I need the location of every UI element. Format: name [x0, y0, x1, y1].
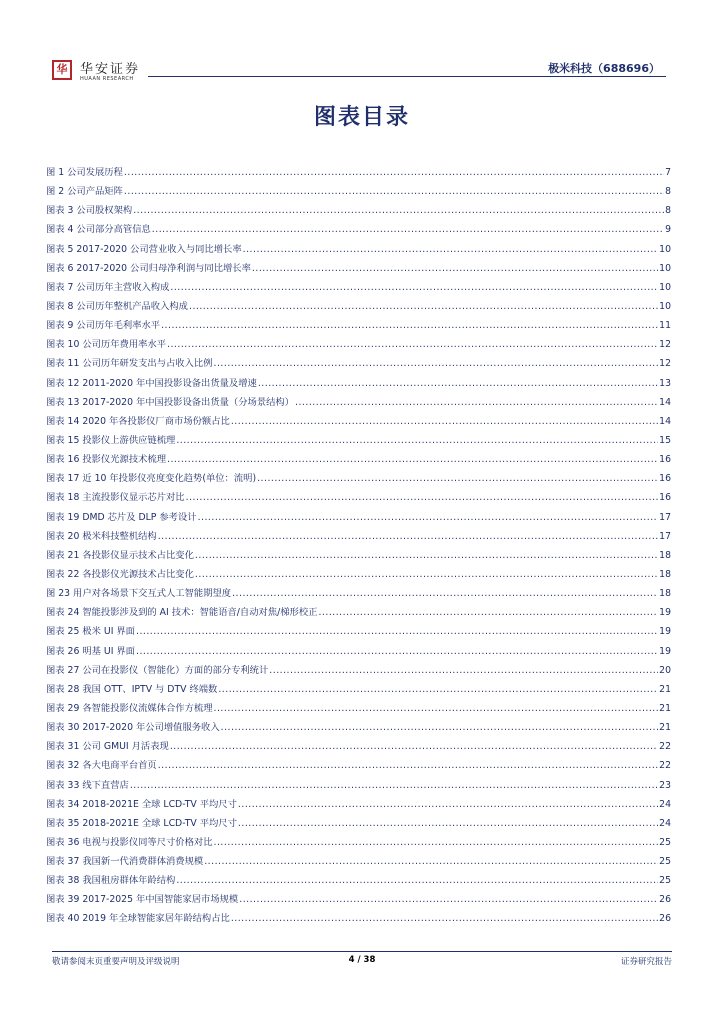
toc-entry-label: 图表 14 2020 年各投影仪厂商市场份额占比: [46, 415, 230, 427]
toc-entry[interactable]: [46, 700, 671, 719]
toc-entry-page: 25: [659, 836, 671, 848]
toc-leader-dots: [186, 492, 659, 503]
toc-entry-label: 图表 18 主流投影仪显示芯片对比: [46, 492, 185, 504]
toc-leader-dots: [231, 913, 658, 924]
toc-leader-dots: [136, 646, 658, 657]
toc-entry-label: 图表 33 线下直营店: [46, 779, 129, 791]
toc-entry-label: 图表 24 智能投影涉及到的 AI 技术：智能语音/自动对焦/梯形校正: [46, 607, 318, 619]
toc-leader-dots: [136, 626, 658, 637]
toc-leader-dots: [204, 856, 658, 867]
toc-entry-label: 图表 29 各智能投影仪流媒体合作方梳理: [46, 702, 213, 714]
toc-leader-dots: [214, 837, 659, 848]
toc-leader-dots: [195, 569, 658, 580]
toc-entry-label: 图 23 用户对各场景下交互式人工智能期望度: [46, 588, 232, 600]
toc-entry-page: 20: [659, 664, 671, 676]
toc-entry[interactable]: [46, 279, 671, 298]
toc-entry[interactable]: [46, 451, 671, 470]
toc-leader-dots: [198, 512, 659, 523]
toc-leader-dots: [161, 320, 658, 331]
toc-entry[interactable]: [46, 241, 671, 260]
toc-entry-page: 7: [665, 167, 671, 178]
toc-entry-page: 10: [659, 281, 671, 293]
toc-entry[interactable]: [46, 777, 671, 796]
toc-leader-dots: [252, 263, 658, 274]
toc-entry-label: 图表 19 DMD 芯片及 DLP 参考设计: [46, 511, 197, 523]
toc-entry-page: 24: [659, 817, 671, 829]
toc-entry-page: 9: [665, 224, 671, 236]
toc-entry-page: 18: [659, 549, 671, 561]
toc-leader-dots: [318, 607, 658, 618]
toc-entry-page: 21: [659, 683, 671, 695]
toc-entry-page: 17: [659, 530, 671, 542]
toc-entry-label: 图表 22 各投影仪光源技术占比变化: [46, 568, 194, 580]
toc-entry-label: 图表 20 极米科技整机结构: [46, 530, 157, 542]
toc-entry-page: 25: [659, 875, 671, 887]
toc-entry-label: 图表 8 公司历年整机产品收入构成: [46, 300, 188, 312]
toc-entry-label: 图表 27 公司在投影仪（智能化）方面的部分专利统计: [46, 664, 269, 676]
toc-leader-dots: [158, 760, 658, 771]
toc-entry-label: 图表 7 公司历年主营收入构成: [46, 281, 170, 293]
toc-entry-label: 图表 34 2018-2021E 全球 LCD-TV 平均尺寸: [46, 798, 237, 810]
toc-leader-dots: [176, 875, 658, 886]
toc-entry-page: 12: [659, 358, 671, 370]
toc-entry[interactable]: [46, 470, 671, 489]
toc-leader-dots: [133, 205, 664, 216]
toc-entry-page: 13: [659, 377, 671, 389]
toc-entry[interactable]: [46, 164, 671, 183]
toc-entry-label: 图表 17 近 10 年投影仪亮度变化趋势(单位：流明): [46, 473, 257, 485]
toc-entry-page: 19: [659, 607, 671, 619]
toc-entry-label: 图表 9 公司历年毛利率水平: [46, 320, 161, 332]
toc-entry[interactable]: [46, 623, 671, 642]
toc-entry-label: 图表 11 公司历年研发支出与占收入比例: [46, 358, 213, 370]
toc-entry-page: 22: [659, 760, 671, 772]
company-logo-icon: 华: [52, 60, 72, 80]
toc-entry[interactable]: [46, 738, 671, 757]
document-header-title: 极米科技（688696）: [548, 62, 660, 75]
toc-entry-label: 图表 21 各投影仪显示技术占比变化: [46, 549, 194, 561]
toc-entry-label: 图 2 公司产品矩阵: [46, 186, 123, 198]
toc-entry-page: 10: [659, 243, 671, 255]
toc-leader-dots: [176, 435, 658, 446]
company-logo-text: 华安证券: [80, 62, 141, 77]
toc-entry[interactable]: [46, 394, 671, 413]
toc-leader-dots: [239, 894, 658, 905]
toc-entry-label: 图表 37 我国新一代消费群体消费规模: [46, 856, 204, 868]
toc-entry-page: 23: [659, 779, 671, 791]
toc-leader-dots: [170, 282, 658, 293]
toc-leader-dots: [295, 397, 658, 408]
toc-entry-label: 图 1 公司发展历程: [46, 167, 123, 178]
toc-entry[interactable]: [46, 298, 671, 317]
toc-entry-page: 16: [659, 473, 671, 485]
toc-entry-label: 图表 31 公司 GMUI 月活表现: [46, 741, 169, 753]
toc-leader-dots: [243, 244, 659, 255]
toc-entry[interactable]: [46, 336, 671, 355]
toc-entry[interactable]: [46, 872, 671, 891]
toc-entry[interactable]: [46, 643, 671, 662]
toc-entry-label: 图表 36 电视与投影仪同等尺寸价格对比: [46, 836, 213, 848]
toc-entry-page: 26: [659, 894, 671, 906]
toc-leader-dots: [238, 799, 658, 810]
toc-entry[interactable]: [46, 585, 671, 604]
toc-entry[interactable]: [46, 183, 671, 202]
toc-entry-label: 图表 3 公司股权架构: [46, 205, 133, 217]
toc-leader-dots: [167, 339, 658, 350]
toc-entry[interactable]: [46, 202, 671, 221]
toc-leader-dots: [269, 665, 658, 676]
toc-leader-dots: [195, 550, 658, 561]
company-logo-subtext: HUAAN RESEARCH: [80, 76, 134, 82]
toc-entry-page: 10: [659, 262, 671, 274]
toc-entry-label: 图表 6 2017-2020 公司归母净利润与同比增长率: [46, 262, 251, 274]
toc-entry-label: 图表 10 公司历年费用率水平: [46, 339, 167, 351]
toc-entry[interactable]: [46, 355, 671, 374]
toc-entry-page: 21: [659, 722, 671, 734]
toc-entry-page: 12: [659, 339, 671, 351]
toc-entry-page: 19: [659, 645, 671, 657]
toc-entry[interactable]: [46, 891, 671, 910]
toc-leader-dots: [257, 473, 658, 484]
toc-entry-label: 图表 40 2019 年全球智能家居年龄结构占比: [46, 913, 230, 925]
toc-entry[interactable]: [46, 757, 671, 776]
toc-entry-page: 14: [659, 415, 671, 427]
toc-entry[interactable]: [46, 528, 671, 547]
toc-entry-label: 图表 25 极米 UI 界面: [46, 626, 135, 638]
toc-entry[interactable]: [46, 796, 671, 815]
toc-entry[interactable]: [46, 375, 671, 394]
toc-entry-page: 16: [659, 492, 671, 504]
toc-entry-label: 图表 16 投影仪光源技术梳理: [46, 454, 167, 466]
toc-entry[interactable]: [46, 260, 671, 279]
toc-entry-page: 15: [659, 434, 671, 446]
toc-leader-dots: [124, 186, 664, 197]
toc-entry-label: 图表 38 我国租房群体年龄结构: [46, 875, 176, 887]
toc-entry-page: 8: [665, 205, 671, 217]
toc-entry-label: 图表 26 明基 UI 界面: [46, 645, 135, 657]
toc-leader-dots: [258, 378, 658, 389]
toc-entry[interactable]: [46, 489, 671, 508]
toc-leader-dots: [152, 224, 664, 235]
page-title: 图表目录: [313, 105, 410, 130]
toc-entry-label: 图表 30 2017-2020 年公司增值服务收入: [46, 722, 220, 734]
toc-entry[interactable]: [46, 834, 671, 853]
toc-leader-dots: [189, 301, 658, 312]
toc-entry-page: 10: [659, 300, 671, 312]
toc-leader-dots: [170, 741, 658, 752]
header-divider: [148, 76, 666, 77]
footer-divider: [52, 951, 672, 952]
toc-entry-page: 17: [659, 511, 671, 523]
toc-entry-page: 18: [659, 568, 671, 580]
toc-entry-page: 19: [659, 626, 671, 638]
toc-entry-page: 18: [659, 588, 671, 600]
footer-disclaimer: 敬请参阅末页重要声明及评级说明: [52, 957, 180, 967]
toc-entry-page: 14: [659, 396, 671, 408]
toc-entry-label: 图表 12 2011-2020 年中国投影设备出货量及增速: [46, 377, 257, 389]
toc-entry-label: 图表 28 我国 OTT、IPTV 与 DTV 终端数: [46, 683, 218, 695]
toc-entry-label: 图表 35 2018-2021E 全球 LCD-TV 平均尺寸: [46, 817, 237, 829]
toc-entry[interactable]: [46, 853, 671, 872]
toc-entry-page: 16: [659, 454, 671, 466]
toc-leader-dots: [167, 454, 658, 465]
toc-entry-label: 图表 4 公司部分高管信息: [46, 224, 151, 236]
toc-leader-dots: [158, 531, 658, 542]
toc-leader-dots: [221, 722, 659, 733]
toc-entry-page: 22: [659, 741, 671, 753]
toc-entry-page: 11: [659, 320, 671, 332]
toc-leader-dots: [214, 358, 659, 369]
toc-entry[interactable]: [46, 317, 671, 336]
toc-entry[interactable]: [46, 719, 671, 738]
page-number: 4 / 38: [348, 955, 376, 965]
toc-leader-dots: [214, 703, 659, 714]
footer-report-type: 证券研究报告: [620, 957, 672, 967]
toc-entry-label: 图表 39 2017-2025 年中国智能家居市场规模: [46, 894, 239, 906]
toc-entry[interactable]: [46, 566, 671, 585]
table-of-figures: [46, 164, 671, 930]
toc-entry-label: 图表 32 各大电商平台首页: [46, 760, 157, 772]
toc-entry[interactable]: [46, 432, 671, 451]
toc-entry[interactable]: [46, 910, 671, 929]
toc-leader-dots: [124, 167, 664, 178]
toc-entry-label: 图表 15 投影仪上游供应链梳理: [46, 434, 176, 446]
toc-entry-label: 图表 5 2017-2020 公司营业收入与同比增长率: [46, 243, 242, 255]
toc-entry-page: 8: [665, 186, 671, 198]
toc-entry[interactable]: [46, 509, 671, 528]
toc-entry-page: 26: [659, 913, 671, 925]
toc-entry-page: 21: [659, 702, 671, 714]
toc-leader-dots: [238, 818, 658, 829]
toc-entry[interactable]: [46, 815, 671, 834]
toc-entry-page: 25: [659, 856, 671, 868]
toc-entry-page: 24: [659, 798, 671, 810]
page-header: [52, 56, 666, 86]
toc-leader-dots: [218, 684, 658, 695]
toc-leader-dots: [130, 780, 658, 791]
toc-entry[interactable]: [46, 547, 671, 566]
toc-entry[interactable]: [46, 681, 671, 700]
toc-entry[interactable]: [46, 604, 671, 623]
toc-leader-dots: [232, 588, 658, 599]
toc-entry[interactable]: [46, 221, 671, 240]
toc-entry[interactable]: [46, 413, 671, 432]
toc-entry[interactable]: [46, 662, 671, 681]
toc-leader-dots: [231, 416, 658, 427]
toc-entry-label: 图表 13 2017-2020 年中国投影设备出货量（分场景结构）: [46, 396, 295, 408]
